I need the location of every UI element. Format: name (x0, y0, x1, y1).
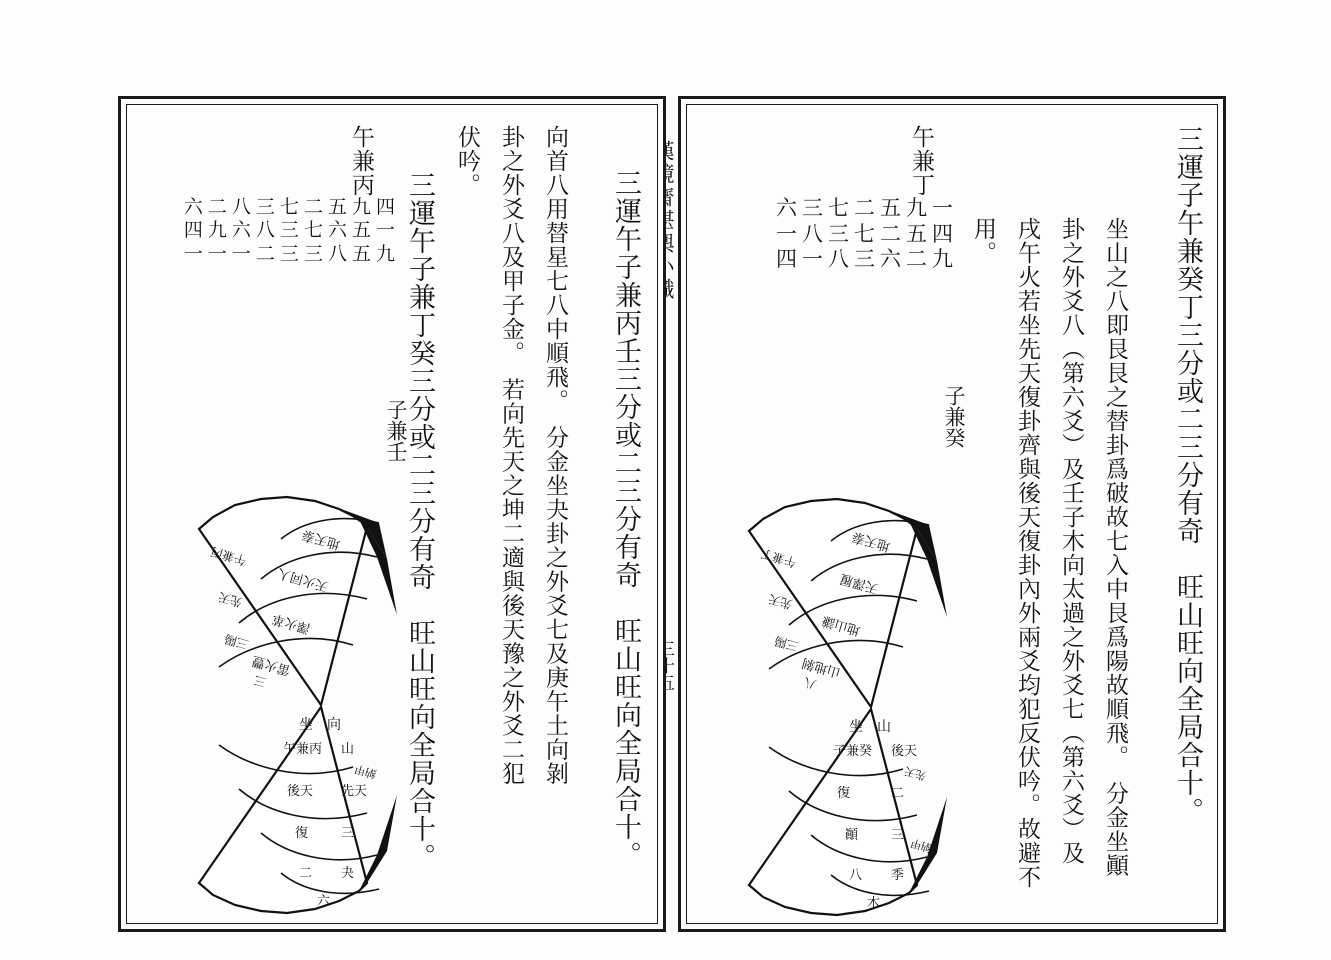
right-heading: 三運子午兼癸丁三分或二三分有奇 旺山旺向全局合十。 (1172, 125, 1203, 825)
bowtie-bot-label-3: 復 (837, 786, 851, 801)
matrix-column: 七 三 三 (279, 196, 299, 265)
matrix-column: 九 五 五 (351, 196, 371, 265)
matrix-column: 三 八 一 (802, 196, 823, 272)
bowtie-top-inner-1: 午兼丁 (759, 546, 798, 570)
bowtie-top-inner-3: 三陽 (222, 631, 250, 652)
bowtie-top-inner-2: 先天 (766, 591, 794, 612)
right-matrix-heading: 午兼丁 (908, 125, 934, 197)
matrix-column: 六 四 一 (183, 196, 203, 265)
bowtie-bot-label-3: 後天 (287, 784, 314, 799)
bowtie-bot-label-2: 山 (341, 742, 355, 757)
left-matrix-heading: 午兼丙 (348, 125, 374, 197)
left-line-4: 伏吟。 (454, 125, 480, 197)
page-leaf-right (678, 96, 1226, 932)
matrix-column: 二 七 三 (303, 196, 323, 265)
bowtie-bot-inner-1: 先天 (903, 764, 928, 783)
bowtie-top-inner-4: 八 (802, 674, 818, 692)
bowtie-bot-label-2: 後天 (891, 744, 918, 759)
bowtie-center-zuo: 坐 (849, 719, 863, 735)
bowtie-bot-label-8: 夬 (341, 866, 355, 881)
left-heading: 三運午子兼丙壬三分或二三分有奇 旺山旺向全局合十。 (610, 169, 641, 869)
matrix-column: 二 七 三 (854, 196, 875, 272)
bowtie-bot-label-4: 二 (891, 786, 905, 801)
left-number-matrix (184, 197, 395, 265)
right-line-5: 用。 (970, 217, 996, 265)
bowtie-center-zuo: 坐 (299, 717, 313, 733)
bowtie-center-shan: 山 (877, 719, 891, 735)
bowtie-bot-label-6: 三 (341, 826, 355, 841)
bowtie-top-label-2: 天澤履 (838, 570, 881, 596)
matrix-column: 九 五 二 (906, 196, 927, 272)
bowtie-center-xiang: 向 (327, 717, 341, 733)
bowtie-bot-inner-2: 納甲 (909, 836, 934, 855)
right-number-matrix (776, 197, 953, 272)
left-line-2: 向首八用替星七八中順飛。 分金坐夬卦之外爻七及庚午土向剝 (542, 125, 568, 786)
matrix-column: 二 九 一 (207, 196, 227, 265)
left-line-3: 卦之外爻八及甲子金。 若向先天之坤二適與後天豫之外爻二犯 (498, 125, 524, 786)
left-line-5: 三運午子兼丁癸三分或二三分有奇 旺山旺向全局合十。 (404, 171, 435, 871)
matrix-column: 六 一 四 (776, 196, 797, 272)
matrix-column: 八 六 一 (231, 196, 251, 265)
bowtie-diagram-right (741, 497, 1001, 917)
bowtie-top-label-3: 澤火革 (270, 610, 313, 636)
bowtie-top-label-1: 地天泰 (300, 526, 343, 552)
bowtie-top-inner-3: 三陽 (772, 633, 800, 654)
bowtie-top-label-4: 雷火豐 (250, 652, 293, 678)
bowtie-top-inner-1: 午兼丙 (209, 544, 248, 568)
bowtie-bot-label-9: 木 (867, 896, 881, 911)
bowtie-bot-label-7: 二 (299, 866, 313, 881)
bowtie-top-inner-2: 先天 (216, 589, 244, 610)
bowtie-bot-label-9: 六 (317, 894, 331, 909)
matrix-column: 四 一 九 (375, 196, 395, 265)
bowtie-top-label-4: 山地剝 (800, 654, 843, 680)
bowtie-bot-label-5: 復 (295, 826, 309, 841)
bowtie-bot-inner-1: 納甲 (353, 762, 378, 781)
bowtie-bot-label-5: 顚 (845, 828, 859, 843)
bowtie-top-inner-4: 三 (252, 672, 268, 690)
right-line-3: 卦之外爻八（第六爻）及壬子木向太過之外爻七（第六爻）及 (1058, 217, 1084, 865)
page-leaf-left (118, 96, 666, 932)
matrix-column: 五 六 八 (327, 196, 347, 265)
bowtie-bot-label-7: 八 (849, 868, 863, 883)
bowtie-bot-label-1: 午兼丙 (283, 742, 323, 757)
right-line-4: 戌午火若坐先天復卦齊與後天復卦內外兩爻均犯反伏吟。故避不 (1014, 217, 1040, 889)
matrix-column: 五 二 六 (880, 196, 901, 272)
bowtie-bot-label-4: 先天 (341, 784, 368, 799)
right-line-2: 坐山之八即艮艮之替卦爲破故七入中艮爲陽故順飛。 分金坐顚 (1102, 217, 1128, 878)
matrix-column: 一 四 九 (932, 196, 953, 272)
bowtie-bot-label-1: 子兼癸 (833, 744, 873, 759)
right-matrix-label: 子兼癸 (942, 385, 966, 448)
bowtie-bot-label-6: 三 (891, 828, 905, 843)
bowtie-top-label-1: 地天泰 (850, 528, 893, 554)
matrix-column: 三 八 二 (255, 196, 275, 265)
bowtie-top-label-2: 天火同人 (275, 564, 331, 594)
matrix-column: 七 三 八 (828, 196, 849, 272)
left-matrix-label: 子兼壬 (384, 399, 408, 462)
bowtie-diagram-left (191, 495, 451, 915)
bowtie-bot-label-8: 季 (891, 868, 905, 883)
bowtie-top-label-3: 地山謙 (820, 612, 863, 638)
